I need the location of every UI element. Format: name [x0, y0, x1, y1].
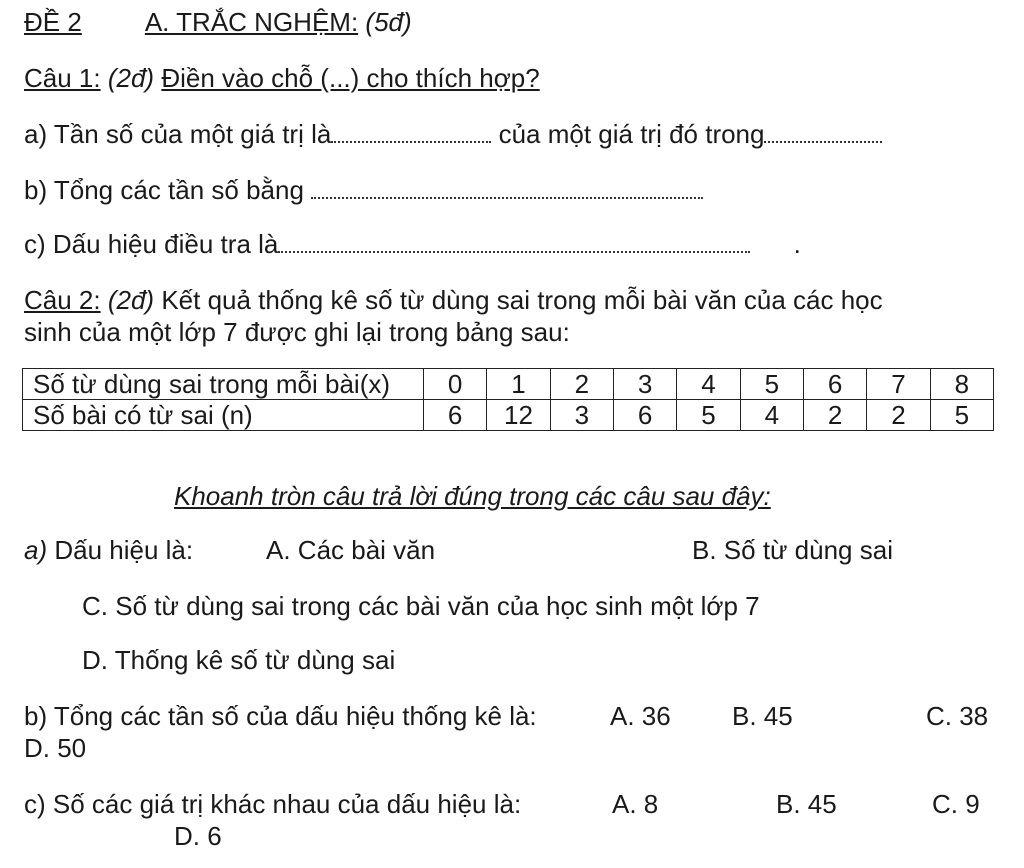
- q1-points: (2đ): [107, 63, 155, 93]
- table-cell: Số từ dùng sai trong mỗi bài(x): [23, 369, 424, 400]
- q1-prompt: Điền vào chỗ (...) cho thích hợp?: [161, 63, 540, 93]
- q2-line2: sinh của một lớp 7 được ghi lại trong bảng sau:: [24, 317, 570, 347]
- table-cell: 5: [740, 369, 803, 400]
- table-row: [23, 400, 994, 431]
- q2-label: Câu 2:: [24, 285, 101, 315]
- qc-option-c[interactable]: C. 9: [932, 789, 980, 819]
- qb-option-d[interactable]: D. 50: [24, 733, 87, 763]
- table-cell: 4: [740, 400, 803, 431]
- q1-a-text-1: a) Tần số của một giá trị là: [24, 119, 332, 149]
- header-line: [24, 6, 412, 38]
- q2-text-1: Kết quả thống kê số từ dùng sai trong mỗi bài văn của các học: [161, 285, 883, 315]
- table-cell: 0: [424, 369, 487, 400]
- q1-c-text: c) Dấu hiệu điều tra là: [24, 229, 279, 259]
- blank-field[interactable]: [278, 229, 750, 253]
- q2-line1: [24, 284, 883, 316]
- table-cell: 8: [930, 369, 993, 400]
- table-cell: 2: [803, 400, 866, 431]
- instruction: Khoanh tròn câu trả lời đúng trong các câu sau đây:: [174, 481, 771, 511]
- q1-c-end: .: [793, 229, 801, 259]
- qa-option-b[interactable]: B. Số từ dùng sai: [692, 535, 893, 565]
- qa-stem: [24, 534, 193, 566]
- table-cell: 6: [803, 369, 866, 400]
- qb-option-a[interactable]: A. 36: [610, 701, 671, 731]
- table-cell: 2: [550, 369, 613, 400]
- qa-option-a[interactable]: A. Các bài văn: [266, 535, 436, 565]
- qa-option-d[interactable]: D. Thống kê số từ dùng sai: [82, 645, 396, 675]
- q1-label: Câu 1:: [24, 63, 101, 93]
- qb-stem: b) Tổng các tần số của dấu hiệu thống kê là:: [24, 701, 537, 731]
- table-cell: 5: [930, 400, 993, 431]
- q1-a: [24, 118, 882, 150]
- frequency-table: [22, 368, 994, 431]
- table-cell: 3: [550, 400, 613, 431]
- table-cell: 2: [867, 400, 930, 431]
- table-cell: Số bài có từ sai (n): [23, 400, 424, 431]
- qc-option-a[interactable]: A. 8: [612, 789, 659, 819]
- exam-number: ĐỀ 2: [24, 7, 82, 37]
- table-cell: 7: [867, 369, 930, 400]
- q1-b: [24, 174, 703, 206]
- q1-heading: [24, 62, 540, 94]
- table-cell: 6: [424, 400, 487, 431]
- table-cell: 5: [677, 400, 740, 431]
- section-title: A. TRẮC NGHỆM:: [144, 7, 359, 37]
- qa-option-c[interactable]: C. Số từ dùng sai trong các bài văn của học sinh một lớp 7: [82, 591, 760, 621]
- table-cell: 4: [677, 369, 740, 400]
- table-row: [23, 369, 994, 400]
- blank-field[interactable]: [764, 119, 882, 143]
- q1-c: [24, 228, 801, 260]
- qb-option-c[interactable]: C. 38: [926, 701, 989, 731]
- table-cell: 12: [487, 400, 550, 431]
- qa-text: Dấu hiệu là:: [54, 535, 194, 565]
- blank-field[interactable]: [311, 175, 703, 199]
- qc-option-b[interactable]: B. 45: [776, 789, 837, 819]
- qb-option-b[interactable]: B. 45: [732, 701, 793, 731]
- q1-a-text-2: của một giá trị đó trong: [498, 119, 765, 149]
- table-cell: 1: [487, 369, 550, 400]
- qc-option-d[interactable]: D. 6: [174, 821, 222, 851]
- table-cell: 3: [613, 369, 676, 400]
- qa-label: a): [24, 535, 48, 565]
- qc-stem: c) Số các giá trị khác nhau của dấu hiệu là:: [24, 789, 522, 819]
- table-cell: 6: [613, 400, 676, 431]
- section-points: (5đ): [365, 7, 412, 37]
- q2-points: (2đ): [107, 285, 155, 315]
- q1-b-text: b) Tổng các tần số bằng: [24, 175, 304, 205]
- blank-field[interactable]: [331, 119, 491, 143]
